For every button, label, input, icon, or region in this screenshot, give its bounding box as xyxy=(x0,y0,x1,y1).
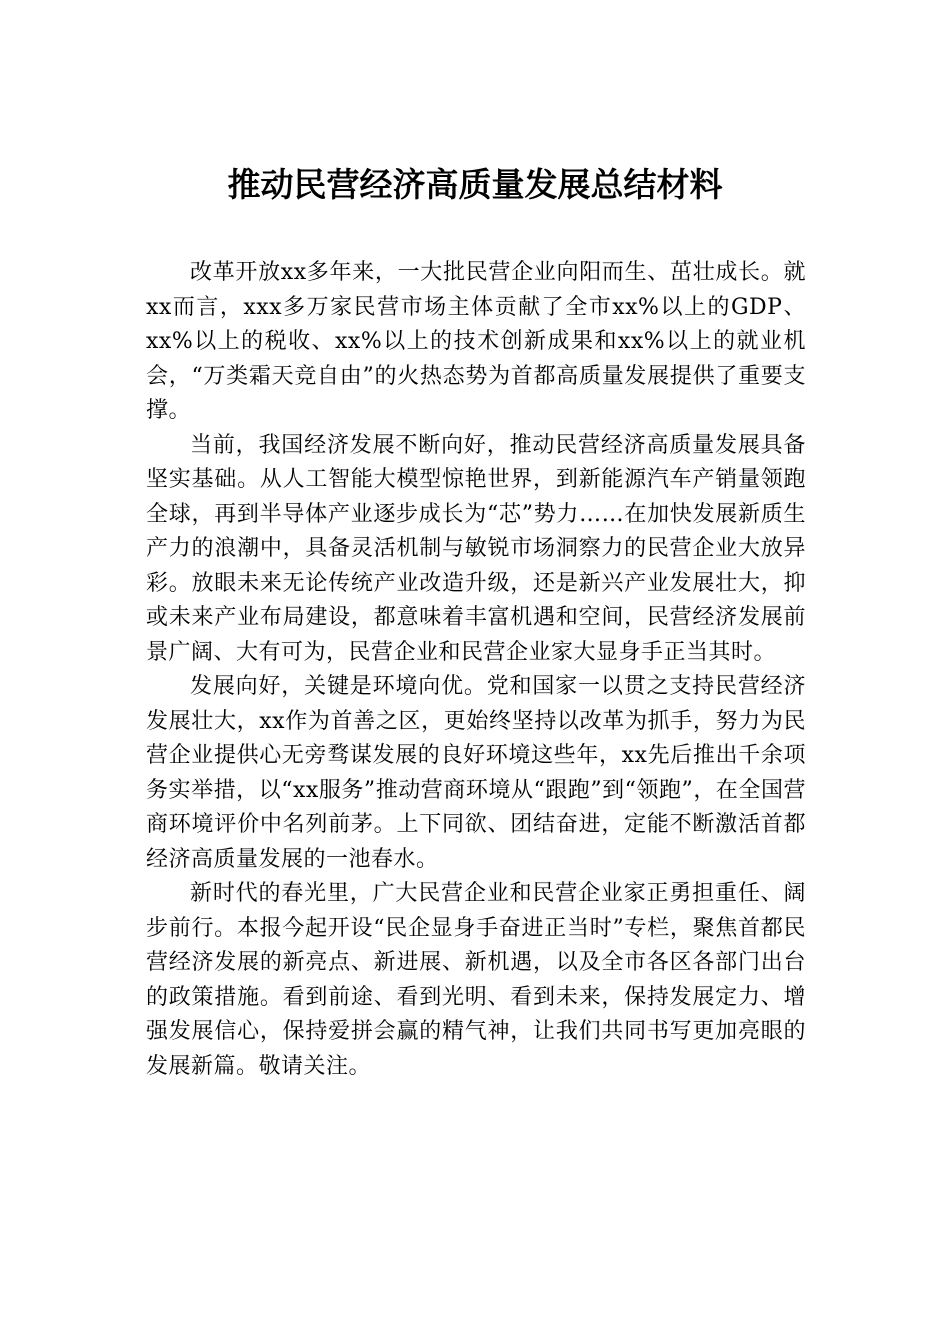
paragraph-3: 发展向好，关键是环境向优。党和国家一以贯之支持民营经济发展壮大，xx作为首善之区，更始终坚持以改革为抓手，努力为民营企业提供心无旁骛谋发展的良好环境这些年，xx先后推出千余项务实举措，以“xx服务”推动营商环境从“跟跑”到“领跑”，在全国营商环境评价中名列前茅。上下同欲、团结奋进，定能不断激活首都经济高质量发展的一池春水。 xyxy=(146,674,806,872)
paragraph-2: 当前，我国经济发展不断向好，推动民营经济高质量发展具备坚实基础。从人工智能大模型惊艳世界，到新能源汽车产销量领跑全球，再到半导体产业逐步成长为“芯”势力……在加快发展新质生产力的浪潮中，具备灵活机制与敏锐市场洞察力的民营企业大放异彩。放眼未来无论传统产业改造升级，还是新兴产业发展壮大，抑或未来产业布局建设，都意味着丰富机遇和空间，民营经济发展前景广阔、大有可为，民营企业和民营企业家大显身手正当其时。 xyxy=(146,432,806,665)
document-body xyxy=(146,256,806,1084)
document-title: 推动民营经济高质量发展总结材料 xyxy=(227,165,723,204)
paragraph-1: 改革开放xx多年来，一大批民营企业向阳而生、茁壮成长。就xx而言，xxx多万家民营市场主体贡献了全市xx%以上的GDP、xx%以上的税收、xx%以上的技术创新成果和xx%以上的就业机会，“万类霜天竞自由”的火热态势为首都高质量发展提供了重要支撑。 xyxy=(146,260,806,423)
paragraph-4: 新时代的春光里，广大民营企业和民营企业家正勇担重任、阔步前行。本报今起开设“民企显身手奋进正当时”专栏，聚焦首都民营经济发展的新亮点、新进展、新机遇，以及全市各区各部门出台的政策措施。看到前途、看到光明、看到未来，保持发展定力、增强发展信心，保持爱拼会赢的精气神，让我们共同书写更加亮眼的发展新篇。敬请关注。 xyxy=(146,881,806,1079)
